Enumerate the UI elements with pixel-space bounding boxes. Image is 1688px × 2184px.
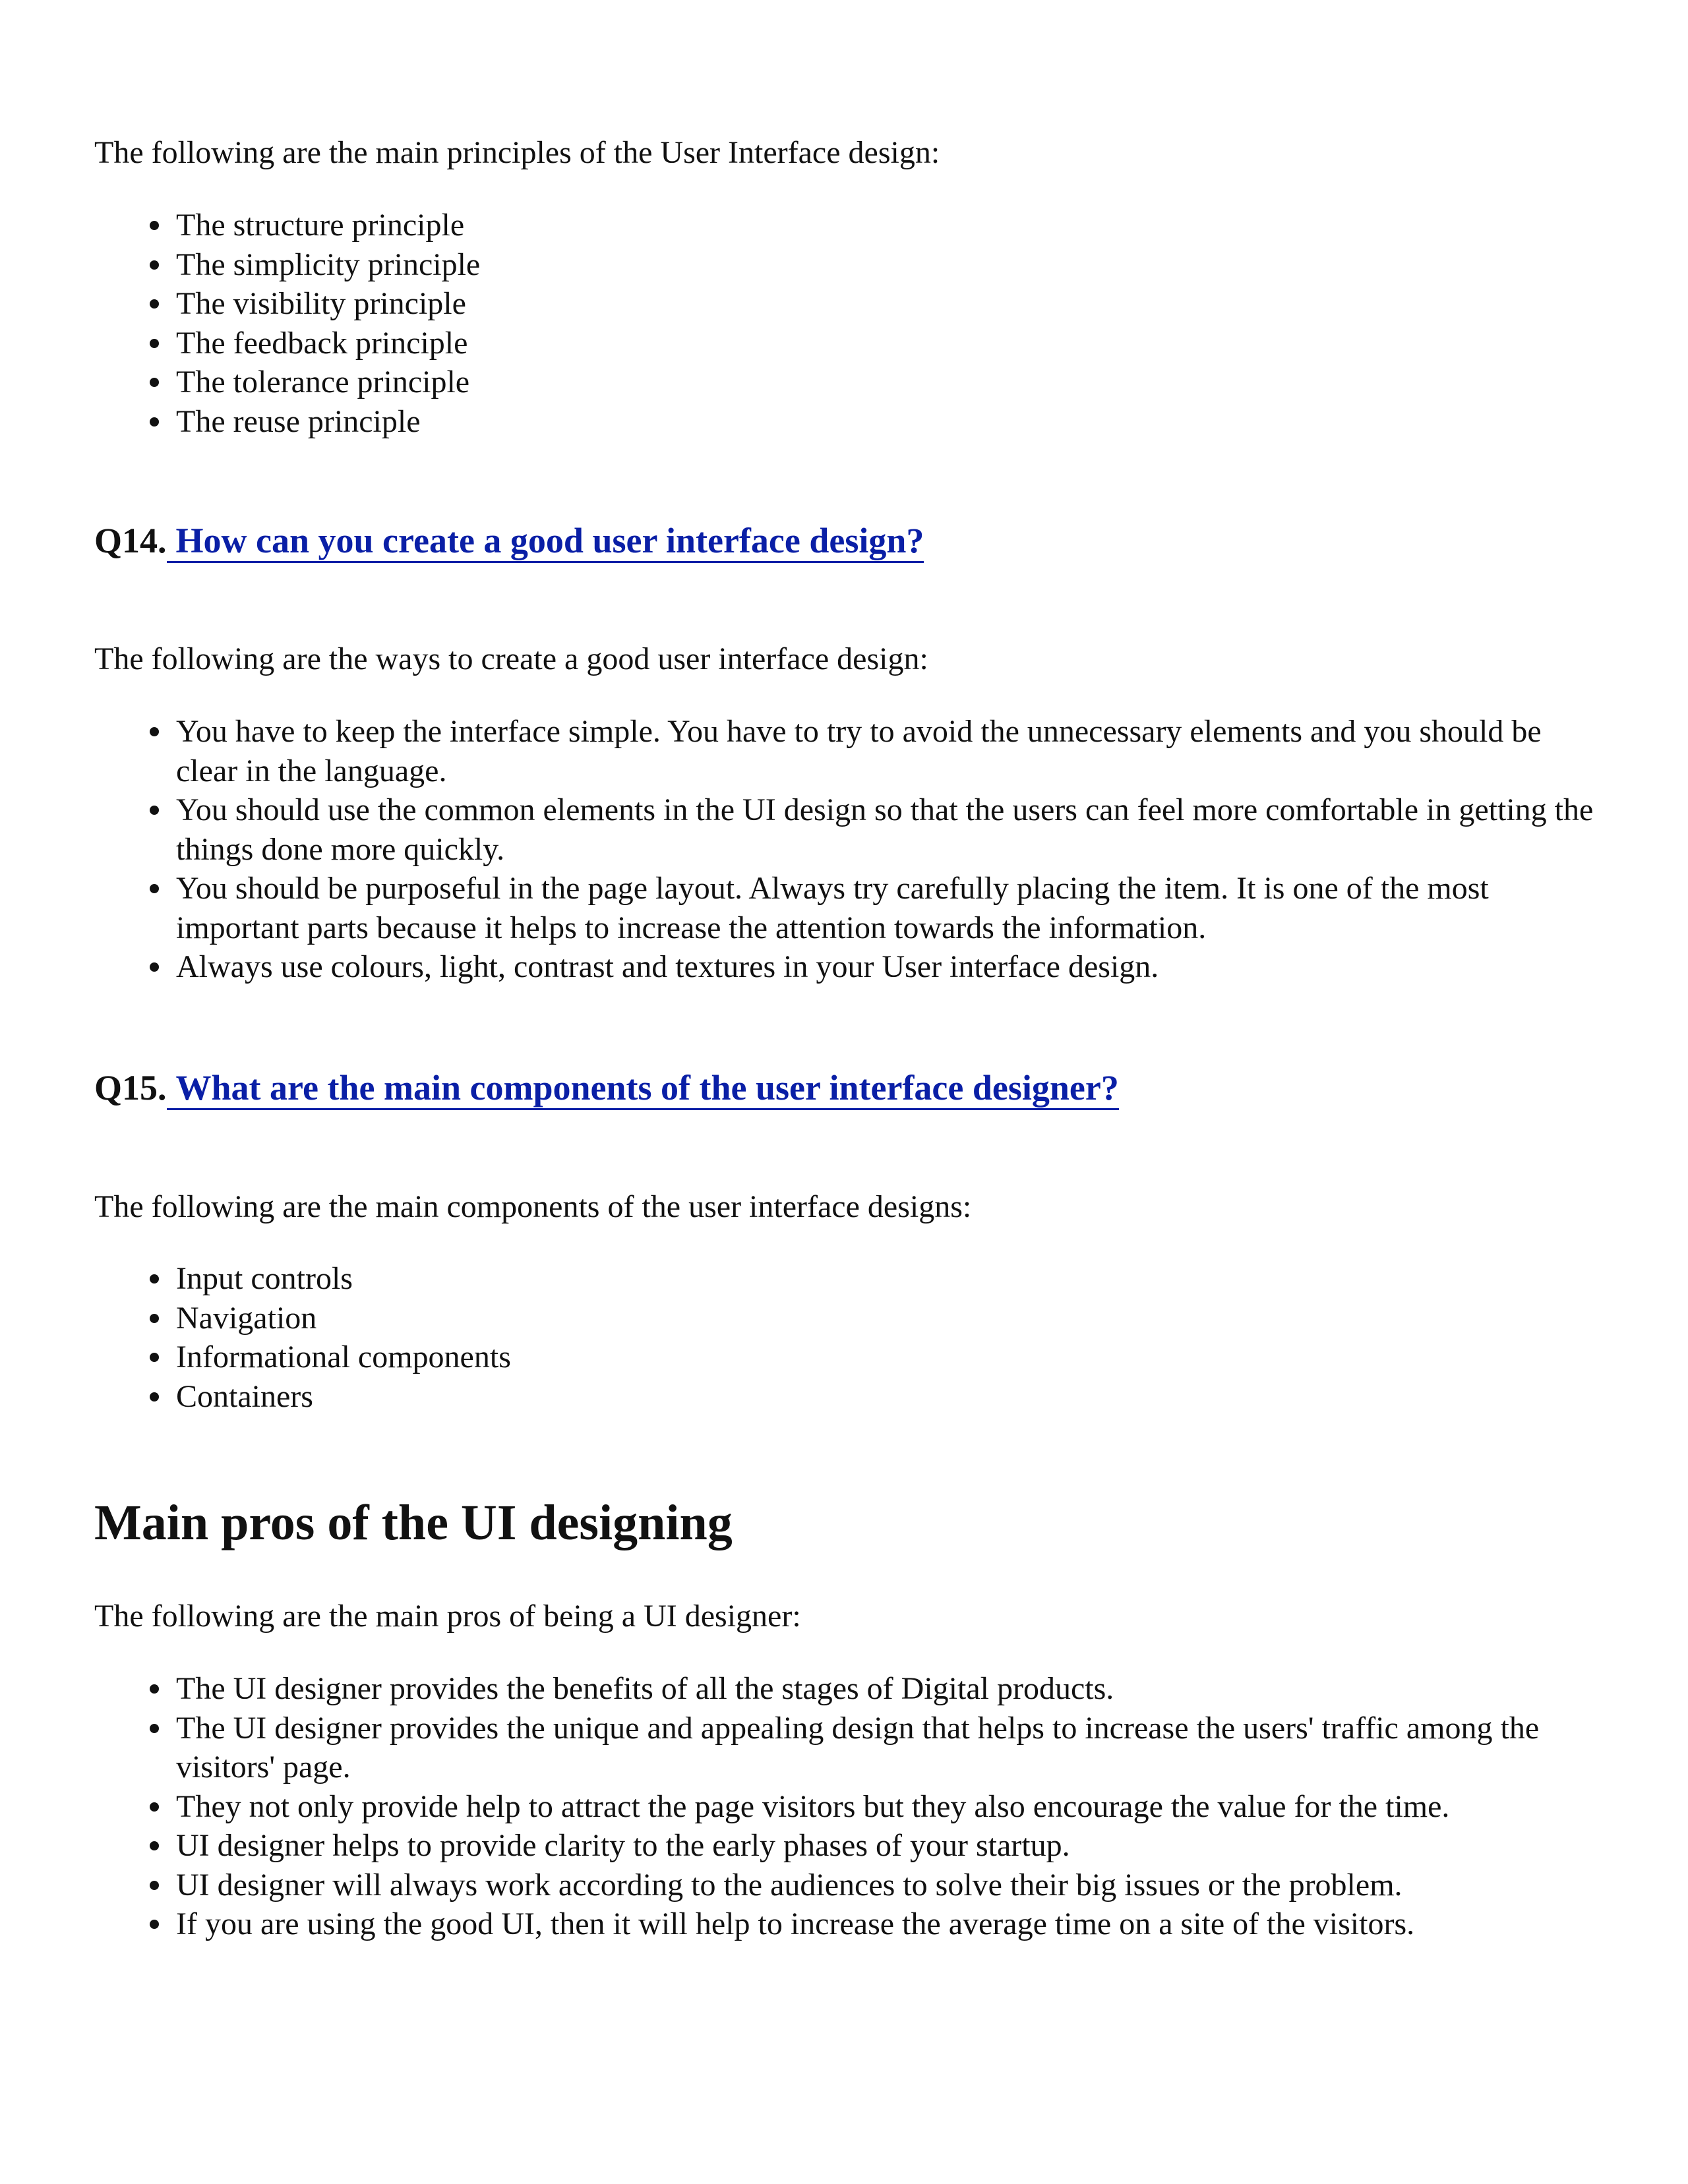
list-item: You should be purposeful in the page layout. Always try carefully placing the item. It is one of the most important parts because it helps to increase the attention towards the information. [176,869,1598,947]
list-item: If you are using the good UI, then it will help to increase the average time on a site of the visitors. [176,1904,1598,1944]
principles-list [94,206,1598,441]
list-item: UI designer will always work according to the audiences to solve their big issues or the problem. [176,1866,1598,1905]
pros-list [94,1669,1598,1944]
q15-title-link[interactable]: What are the main components of the user interface designer? [167,1068,1119,1110]
list-item: They not only provide help to attract the page visitors but they also encourage the value for the time. [176,1787,1598,1827]
q15-number: Q15. [94,1068,167,1107]
q14-intro: The following are the ways to create a good user interface design: [94,641,928,676]
pros-intro: The following are the main pros of being a UI designer: [94,1599,801,1634]
q14-title-link[interactable]: How can you create a good user interface design? [167,521,924,563]
list-item: Input controls [176,1259,1598,1299]
list-item: The reuse principle [176,402,1598,442]
q14-list [94,712,1598,987]
list-item: The feedback principle [176,324,1598,363]
list-item: The UI designer provides the benefits of all the stages of Digital products. [176,1669,1598,1709]
list-item: Navigation [176,1299,1598,1338]
list-item: The visibility principle [176,284,1598,324]
list-item: Always use colours, light, contrast and textures in your User interface design. [176,947,1598,987]
q15-heading [94,1066,1119,1109]
list-item: The UI designer provides the unique and appealing design that helps to increase the users' traffic among the visitors' page. [176,1709,1598,1787]
q14-number: Q14. [94,521,167,560]
list-item: The structure principle [176,206,1598,245]
list-item: The tolerance principle [176,363,1598,402]
list-item: Containers [176,1377,1598,1417]
principles-intro: The following are the main principles of the User Interface design: [94,135,940,170]
q15-list [94,1259,1598,1416]
list-item: You should use the common elements in the UI design so that the users can feel more comfortable in getting the things done more quickly. [176,790,1598,869]
list-item: You have to keep the interface simple. You have to try to avoid the unnecessary elements and you should be clear in the language. [176,712,1598,790]
pros-heading: Main pros of the UI designing [94,1495,733,1550]
list-item: The simplicity principle [176,245,1598,285]
q15-intro: The following are the main components of the user interface designs: [94,1189,972,1224]
q14-heading [94,519,924,562]
list-item: Informational components [176,1338,1598,1377]
list-item: UI designer helps to provide clarity to the early phases of your startup. [176,1826,1598,1866]
